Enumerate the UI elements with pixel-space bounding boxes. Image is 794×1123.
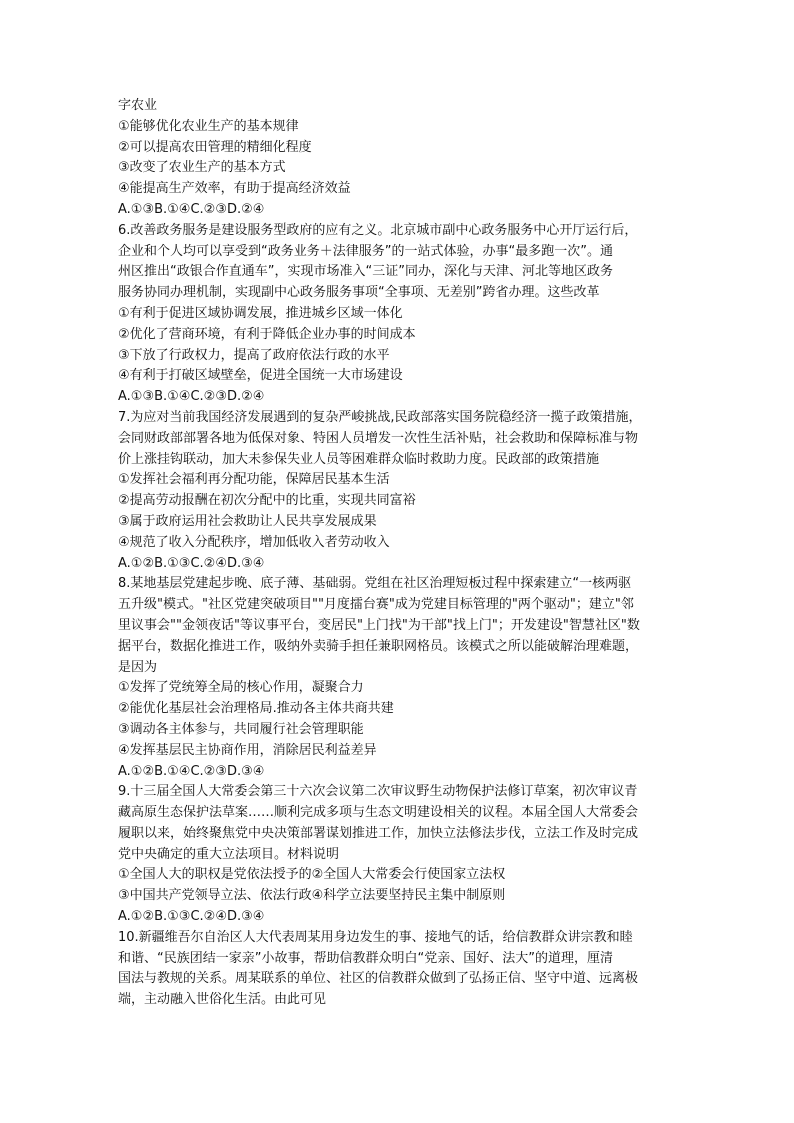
question-7-text: 会同财政部部署各地为低保对象、特困人员增发一次性生活补贴，社会救助和保障标准与物	[118, 430, 639, 446]
question-10-text: 端，主动融入世俗化生活。由此可见	[118, 992, 327, 1008]
answer-choices: A.①②B.①④C.②③D.③④	[118, 763, 265, 779]
question-9-text: 9.十三届全国人大常委会第三十六次会议第二次审议野生动物保护法修订草案，初次审议青	[118, 784, 638, 800]
question-9-text: 藏高原生态保护法草案……顺利完成多项与生态文明建设相关的议程。本届全国人大常委会	[118, 805, 639, 821]
question-8-text: 是因为	[118, 659, 158, 675]
option-line: ③属于政府运用社会救助让人民共享发展成果	[118, 513, 377, 529]
option-line: ①有利于促进区域协调发展，推进城乡区域一体化	[118, 305, 403, 321]
option-line: ②提高劳动报酬在初次分配中的比重，实现共同富裕	[118, 493, 416, 509]
option-line: ②可以提高农田管理的精细化程度	[118, 139, 312, 155]
question-10-text: 10.新疆维吾尔自治区人大代表周某用身边发生的事、接地气的话，给信教群众讲宗教和睦	[118, 929, 633, 945]
option-line: ③中国共产党领导立法、依法行政④科学立法要坚持民主集中制原则	[118, 888, 506, 904]
answer-choices: A.①②B.①③C.②④D.③④	[118, 909, 265, 925]
option-line: ①发挥了党统筹全局的核心作用，凝聚合力	[118, 680, 364, 696]
option-line: ①能够优化农业生产的基本规律	[118, 118, 299, 134]
question-7-text: 7.为应对当前我国经济发展遇到的复杂严峻挑战,民政部落实国务院稳经济一揽子政策措施，	[118, 409, 642, 425]
option-line: ③调动各主体参与，共同履行社会管理职能	[118, 721, 364, 737]
question-10-text: 和谐、“民族团结一家亲”小故事，帮助信教群众明白“党亲、国好、法大”的道理，厘清	[118, 950, 613, 966]
question-6-text: 州区推出“政银合作直通车”，实现市场准入“三证”同办，深化与天津、河北等地区政务	[118, 264, 613, 280]
option-line: ①发挥社会福利再分配功能，保障居民基本生活	[118, 472, 390, 488]
question-10-text: 国法与教规的关系。周某联系的单位、社区的信教群众做到了弘扬正信、坚守中道、远离极	[118, 971, 639, 987]
answer-choices: A.①②B.①③C.②④D.③④	[118, 555, 265, 571]
option-line: ①全国人大的职权是党依法授予的②全国人大常委会行使国家立法权	[118, 867, 506, 883]
option-line: ②优化了营商环境，有利于降低企业办事的时间成本	[118, 326, 416, 342]
question-9-text: 履职以来，始终聚焦党中央决策部署谋划推进工作，加快立法修法步伐，立法工作及时完成	[118, 825, 639, 841]
question-8-text: 据平台，数据化推进工作，吸纳外卖骑手担任兼职网格员。该模式之所以能破解治理难题，	[118, 638, 639, 654]
option-line: ④发挥基层民主协商作用，消除居民利益差异	[118, 742, 377, 758]
option-line: ②能优化基层社会治理格局.推动各主体共商共建	[118, 701, 394, 717]
question-6-text: 企业和个人均可以享受到“政务业务＋法律服务”的一站式体验，办事“最多跑一次”。通	[118, 243, 613, 259]
question-6-text: 服务协同办理机制，实现副中心政务服务事项“全事项、无差别”跨省办理。这些改革	[118, 285, 600, 301]
document-body	[118, 96, 678, 1011]
answer-choices: A.①③B.①④C.②③D.②④	[118, 201, 265, 217]
question-9-text: 党中央确定的重大立法项目。材料说明	[118, 846, 340, 862]
option-line: ④能提高生产效率，有助于提高经济效益	[118, 181, 351, 197]
answer-choices: A.①③B.①④C.②③D.②④	[118, 389, 265, 405]
option-line: ④规范了收入分配秩序，增加低收入者劳动收入	[118, 534, 390, 550]
text-line: 字农业	[118, 98, 158, 113]
question-8-text: 里议事会""金领夜话"等议事平台，变居民"上门找"为干部"找上门"；开发建设"智慧社区"数	[118, 617, 640, 633]
question-6-text: 6.改善政务服务是建设服务型政府的应有之义。北京城市副中心政务服务中心开厅运行后，	[118, 222, 638, 238]
option-line: ③改变了农业生产的基本方式	[118, 160, 286, 176]
question-8-text: 五升级"模式。"社区党建突破项目""月度擂台赛"成为党建目标管理的"两个驱动"；建立"邻	[118, 597, 634, 613]
question-8-text: 8.某地基层党建起步晚、底子薄、基础弱。党组在社区治理短板过程中探索建立“一核两驱	[118, 576, 632, 592]
option-line: ④有利于打破区域壁垒，促进全国统一大市场建设	[118, 368, 403, 384]
option-line: ③下放了行政权力，提高了政府依法行政的水平	[118, 347, 390, 363]
question-7-text: 价上涨挂钩联动，加大未参保失业人员等困难群众临时救助力度。民政部的政策措施	[118, 451, 600, 467]
